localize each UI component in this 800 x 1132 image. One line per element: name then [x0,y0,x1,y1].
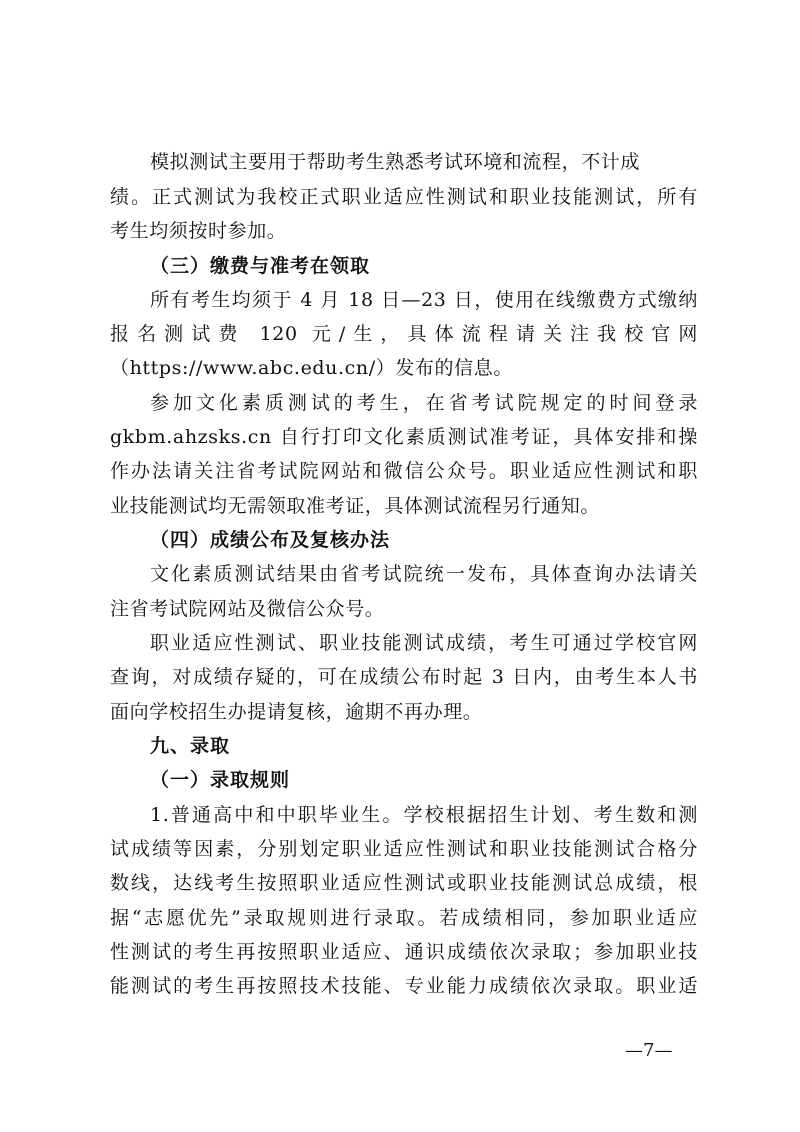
paragraph-line: 业技能测试均无需领取准考证，具体测试流程另行通知。 [110,495,601,517]
chapter-heading-admission: 九、录取 [150,735,231,757]
paragraph-line: 绩。正式测试为我校正式职业适应性测试和职业技能测试，所有 [110,186,698,208]
section-heading-scores-review: （四）成绩公布及复核办法 [150,529,391,551]
paragraph-line: 注省考试院网站及微信公众号。 [110,598,385,620]
paragraph-line: 职业适应性测试、职业技能测试成绩，考生可通过学校官网 [150,632,698,654]
paragraph-line: 报名测试费 120 元/生，具体流程请关注我校官网 [110,323,698,345]
paragraph-line: 1.普通高中和中职毕业生。学校根据招生计划、考生数和测 [150,804,698,826]
paragraph-line: 考生均须按时参加。 [110,220,287,242]
paragraph-line: 模拟测试主要用于帮助考生熟悉考试环境和流程，不计成 [150,151,641,173]
paragraph-line: 数线，达线考生按照职业适应性测试或职业技能测试总成绩，根 [110,872,698,894]
paragraph-line: 文化素质测试结果由省考试院统一发布，具体查询办法请关 [150,563,698,585]
paragraph-line: 参加文化素质测试的考生，在省考试院规定的时间登录 [150,392,698,414]
paragraph-line: 作办法请关注省考试院网站和微信公众号。职业适应性测试和职 [110,460,698,482]
paragraph-line: 能测试的考生再按照技术技能、专业能力成绩依次录取。职业适 [110,975,698,997]
paragraph-line: （https://www.abc.edu.cn/）发布的信息。 [110,357,513,379]
paragraph-line: 据“志愿优先”录取规则进行录取。若成绩相同，参加职业适应 [110,907,698,929]
paragraph-line: 查询，对成绩存疑的，可在成绩公布时起 3 日内，由考生本人书 [110,666,698,688]
paragraph-line: gkbm.ahzsks.cn 自行打印文化素质测试准考证，具体安排和操 [110,426,698,448]
paragraph-line: 性测试的考生再按照职业适应、通识成绩依次录取；参加职业技 [110,941,698,963]
paragraph-line: 所有考生均须于 4 月 18 日—23 日，使用在线缴费方式缴纳 [150,289,698,311]
section-heading-admission-rules: （一）录取规则 [150,769,291,791]
paragraph-line: 试成绩等因素，分别划定职业适应性测试和职业技能测试合格分 [110,838,698,860]
section-heading-fees-admission: （三）缴费与准考在领取 [150,255,371,277]
paragraph-line: 面向学校招生办提请复核，逾期不再办理。 [110,701,483,723]
page-number: —7— [625,1040,673,1061]
